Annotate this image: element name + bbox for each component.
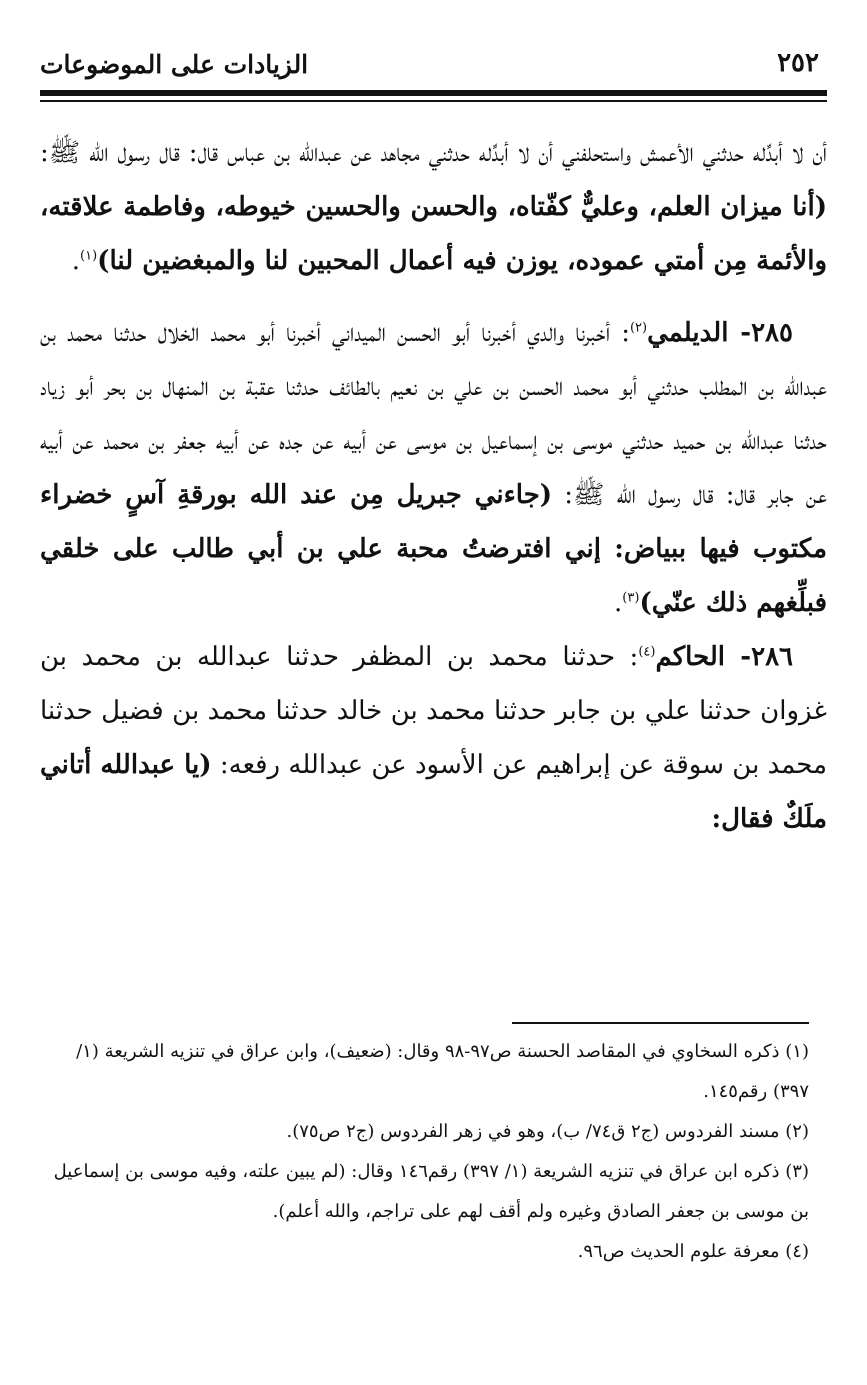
text-run: : أخبرنا والدي أخبرنا أبو الحسن الميداني أخبرنا أبو محمد الخلال حدثنا محمد بن عبدالله بن المطلب حدثني أبو محمد الحسن بن علي بن نعيم بالطائف حدثنا عقبة بن المنهال بن بحر أبو زياد حدثنا عبدالله بن حميد حدثني موسى بن إسماعيل بن موسى عن أبيه عن جده عن أبيه جعفر بن محمد عن أبيه عن جابر قال: قال رسول الله ﷺ: bbox=[40, 318, 828, 510]
footnote-ref-4: (٤) bbox=[638, 644, 656, 660]
footnote-separator bbox=[512, 1022, 809, 1024]
footnote-2: (٢) مسند الفردوس (ج٢ ق٧٤/ ب)، وهو في زهر الفردوس (ج٢ ص٧٥). bbox=[286, 1121, 809, 1142]
entry-number: ٢٨٥- bbox=[728, 318, 793, 348]
page-header bbox=[40, 44, 827, 84]
footnote-ref-1: (١) bbox=[80, 248, 98, 264]
source-name: الحاكم bbox=[655, 642, 726, 672]
hadith-text: (أنا ميزان العلم، وعليٌّ كفّتاه، والحسن والحسين خيوطه، وفاطمة علاقته، والأئمة مِن أمتي عموده، يوزن فيه أعمال المحبين لنا والمبغضين لنا) bbox=[40, 192, 827, 276]
paragraph-286 bbox=[40, 630, 827, 846]
page-number: ٢٥٢ bbox=[777, 48, 819, 78]
header-rule-thin bbox=[40, 100, 827, 102]
paragraph-continuation: أن لا أبدِّله حدثني الأعمش واستحلفني أن لا أبدِّله حدثني مجاهد عن عبدالله بن عباس قال: قال رسول الله ﷺ:(أنا ميزان العلم، وعليٌّ كفّتاه، والحسن والحسين خيوطه، وفاطمة علاقته، والأئمة مِن أمتي عموده، يوزن فيه أعمال المحبين لنا والمبغضين لنا)$^{(١)}$. bbox=[40, 138, 827, 276]
footnote-3: (٣) ذكره ابن عراق في تنزيه الشريعة (١/ ٣٩٧) رقم١٤٦ وقال: (لم يبين علته، وفيه موسى بن إسماعيل بن موسى بن جعفر الصادق وغيره ولم أقف لهم على تراجم، والله أعلم). bbox=[53, 1161, 809, 1222]
entry-number: ٢٨٦- bbox=[725, 642, 794, 672]
hadith-text: (جاءني جبريل مِن عند الله بورقةِ آسٍ خضراء مكتوب فيها ببياض: إني افترضتُ محبة علي بن أبي طالب على خلقي فبلِّغهم ذلك عنّي) bbox=[40, 480, 827, 618]
footnote-4: (٤) معرفة علوم الحديث ص٩٦. bbox=[577, 1241, 809, 1262]
header-rule-thick bbox=[40, 90, 827, 96]
footnote-1: (١) ذكره السخاوي في المقاصد الحسنة ص٩٧-٩٨ وقال: (ضعيف)، وابن عراق في تنزيه الشريعة (١/ ٣٩٧) رقم١٤٥. bbox=[76, 1041, 809, 1102]
text-run: أن لا أبدِّله حدثني الأعمش واستحلفني أن لا أبدِّله حدثني مجاهد عن عبدالله بن عباس قال: قال رسول الله ﷺ: bbox=[40, 138, 827, 168]
paragraph-285: ٢٨٥- الديلمي$^{(٢)}$: أخبرنا والدي أخبرنا أبو الحسن الميداني أخبرنا أبو محمد الخلال حدثنا محمد بن عبدالله بن المطلب حدثني أبو محمد الحسن بن علي بن نعيم بالطائف حدثنا عقبة بن المنهال بن بحر أبو زياد حدثنا عبدالله بن حميد حدثني موسى بن إسماعيل بن موسى عن أبيه عن جده عن أبيه جعفر بن محمد عن أبيه عن جابر قال: قال رسول الله ﷺ: (جاءني جبريل مِن عند الله بورقةِ آسٍ خضراء مكتوب فيها ببياض: إني افترضتُ محبة علي بن أبي طالب على خلقي فبلِّغهم ذلك عنّي)$^{(٣)}$. bbox=[40, 318, 828, 618]
text-run: : حدثنا محمد بن المظفر حدثنا عبدالله بن محمد بن غزوان حدثنا علي بن جابر حدثنا محمد بن خالد حدثنا محمد بن فضيل حدثنا محمد بن سوقة عن إبراهيم عن الأسود عن عبدالله رفعه: bbox=[40, 642, 827, 780]
hadith-text: (يا عبدالله أتاني ملَكٌ فقال: bbox=[40, 750, 827, 834]
footnote-ref-3: (٣) bbox=[622, 590, 640, 606]
footnote-ref-2: (٢) bbox=[629, 320, 648, 336]
main-text bbox=[40, 126, 827, 846]
footnotes bbox=[40, 1032, 827, 1272]
source-name: الديلمي bbox=[647, 318, 729, 348]
running-title: الزيادات على الموضوعات bbox=[40, 50, 309, 79]
